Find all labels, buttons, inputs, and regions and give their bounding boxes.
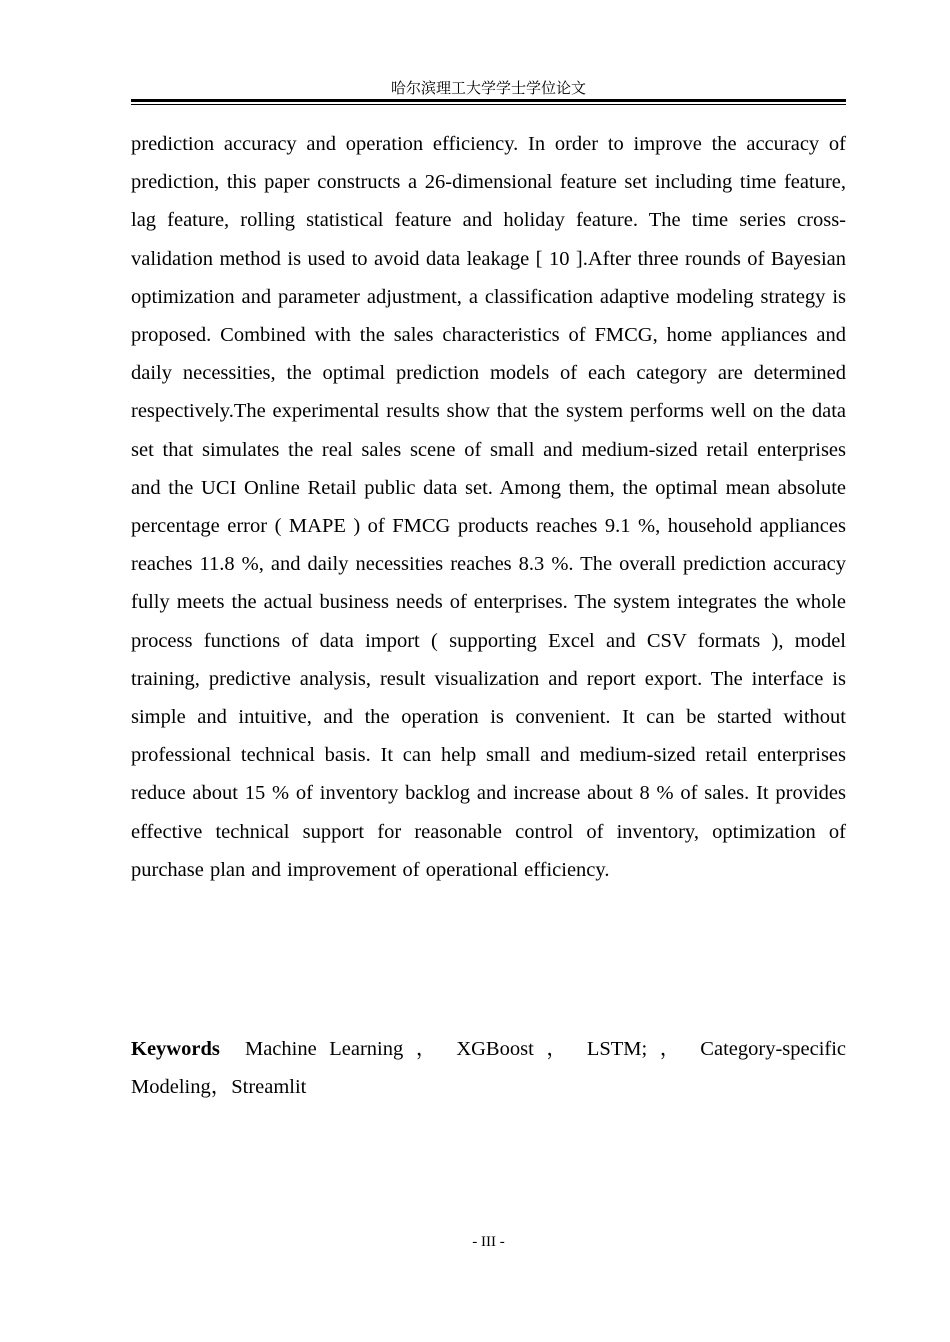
keywords-text: Machine Learning ， XGBoost ， LSTM; ， Category-specific Modeling，Streamlit xyxy=(131,1038,847,1099)
header-rule-thin xyxy=(131,104,846,105)
page-number: - III - xyxy=(472,1234,505,1250)
abstract-body: prediction accuracy and operation efficiency. In order to improve the accuracy of prediction, this paper constructs a 26-dimensional feature set including time feature, lag feature, rolling statistical feature and holiday feature. The time series cross-validation method is used to avoid data leakage [ 10 ].After three rounds of Bayesian optimization and parameter adjustment, a classification adaptive modeling strategy is proposed. Combined with the sales characteristics of FMCG, home appliances and daily necessities, the optimal prediction models of each category are determined respectively.The experimental results show that the system performs well on the data set that simulates the real sales scene of small and medium-sized retail enterprises and the UCI Online Retail public data set. Among them, the optimal mean absolute percentage error ( MAPE ) of FMCG products reaches 9.1 %, household appliances reaches 11.8 %, and daily necessities reaches 8.3 %. The overall prediction accuracy fully meets the actual business needs of enterprises. The system integrates the whole process functions of data import ( supporting Excel and CSV formats ), model training, predictive analysis, result visualization and report export. The interface is simple and intuitive, and the operation is convenient. It can be started without professional technical basis. It can help small and medium-sized retail enterprises reduce about 15 % of inventory backlog and increase about 8 % of sales. It provides effective technical support for reasonable control of inventory, optimization of purchase plan and improvement of operational efficiency. xyxy=(131,133,846,881)
keywords-label: Keywords xyxy=(131,1038,220,1060)
running-header: 哈尔滨理工大学学士学位论文 xyxy=(390,79,586,97)
header-rule-thick xyxy=(131,99,846,102)
keywords-paragraph xyxy=(131,1030,846,1106)
